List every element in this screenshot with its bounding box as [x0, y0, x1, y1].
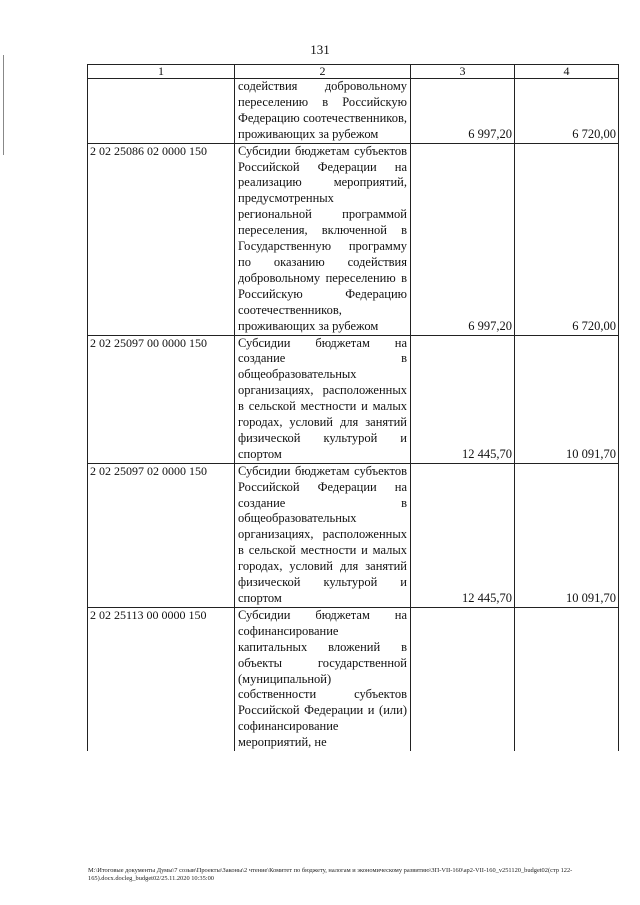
- table-row: [88, 143, 619, 335]
- row-value-col4: 10 091,70: [515, 335, 619, 463]
- budget-table: [87, 64, 619, 751]
- row-value-col4: 10 091,70: [515, 463, 619, 607]
- table-row: [88, 79, 619, 144]
- row-value-col3: 12 445,70: [411, 463, 515, 607]
- row-description: Субсидии бюджетам на создание в общеобразовательных организациях, расположенных в сельской местности и малых городах, условий для занятий физической культурой и спортом: [235, 335, 411, 463]
- row-value-col3: [411, 607, 515, 751]
- header-cell-4: 4: [515, 65, 619, 79]
- row-code: 2 02 25097 00 0000 150: [88, 335, 235, 463]
- row-value-col3: 6 997,20: [411, 143, 515, 335]
- footer-file-path: M:\Итоговые документы Думы\7 созыв\Проекты\Законы\2 чтение\Комитет по бюджету, налогам и экономическому развитию\ЗП-VII-160\ap2-VII-160_v251120_budget02(стр 122-165).docx.docleg_budget02/25.11.2020 10:35:00: [88, 867, 573, 882]
- row-value-col4: 6 720,00: [515, 143, 619, 335]
- table-row: [88, 463, 619, 607]
- row-value-col4: [515, 607, 619, 751]
- row-value-col3: 12 445,70: [411, 335, 515, 463]
- scan-margin-line: [3, 55, 4, 155]
- table-header-row: [88, 65, 619, 79]
- row-description: Субсидии бюджетам на софинансирование капитальных вложений в объекты государственной (муниципальной) собственности субъектов Российской Федерации и (или) софинансирование мероприятий, не: [235, 607, 411, 751]
- row-description: Субсидии бюджетам субъектов Российской Федерации на реализацию мероприятий, предусмотренных региональной программой переселения, включенной в Государственную программу по оказанию содействия добровольному переселению в Российскую Федерацию соотечественников, проживающих за рубежом: [235, 143, 411, 335]
- table-row: [88, 335, 619, 463]
- row-value-col4: 6 720,00: [515, 79, 619, 144]
- row-code: 2 02 25113 00 0000 150: [88, 607, 235, 751]
- header-cell-3: 3: [411, 65, 515, 79]
- row-value-col3: 6 997,20: [411, 79, 515, 144]
- row-description: содействия добровольному переселению в Российскую Федерацию соотечественников, проживающих за рубежом: [235, 79, 411, 144]
- row-code: 2 02 25097 02 0000 150: [88, 463, 235, 607]
- row-description: Субсидии бюджетам субъектов Российской Федерации на создание в общеобразовательных организациях, расположенных в сельской местности и малых городах, условий для занятий физической культурой и спортом: [235, 463, 411, 607]
- row-code: 2 02 25086 02 0000 150: [88, 143, 235, 335]
- page-number: 131: [310, 42, 330, 57]
- table-row: [88, 607, 619, 751]
- header-cell-1: 1: [88, 65, 235, 79]
- row-code: [88, 79, 235, 144]
- header-cell-2: 2: [235, 65, 411, 79]
